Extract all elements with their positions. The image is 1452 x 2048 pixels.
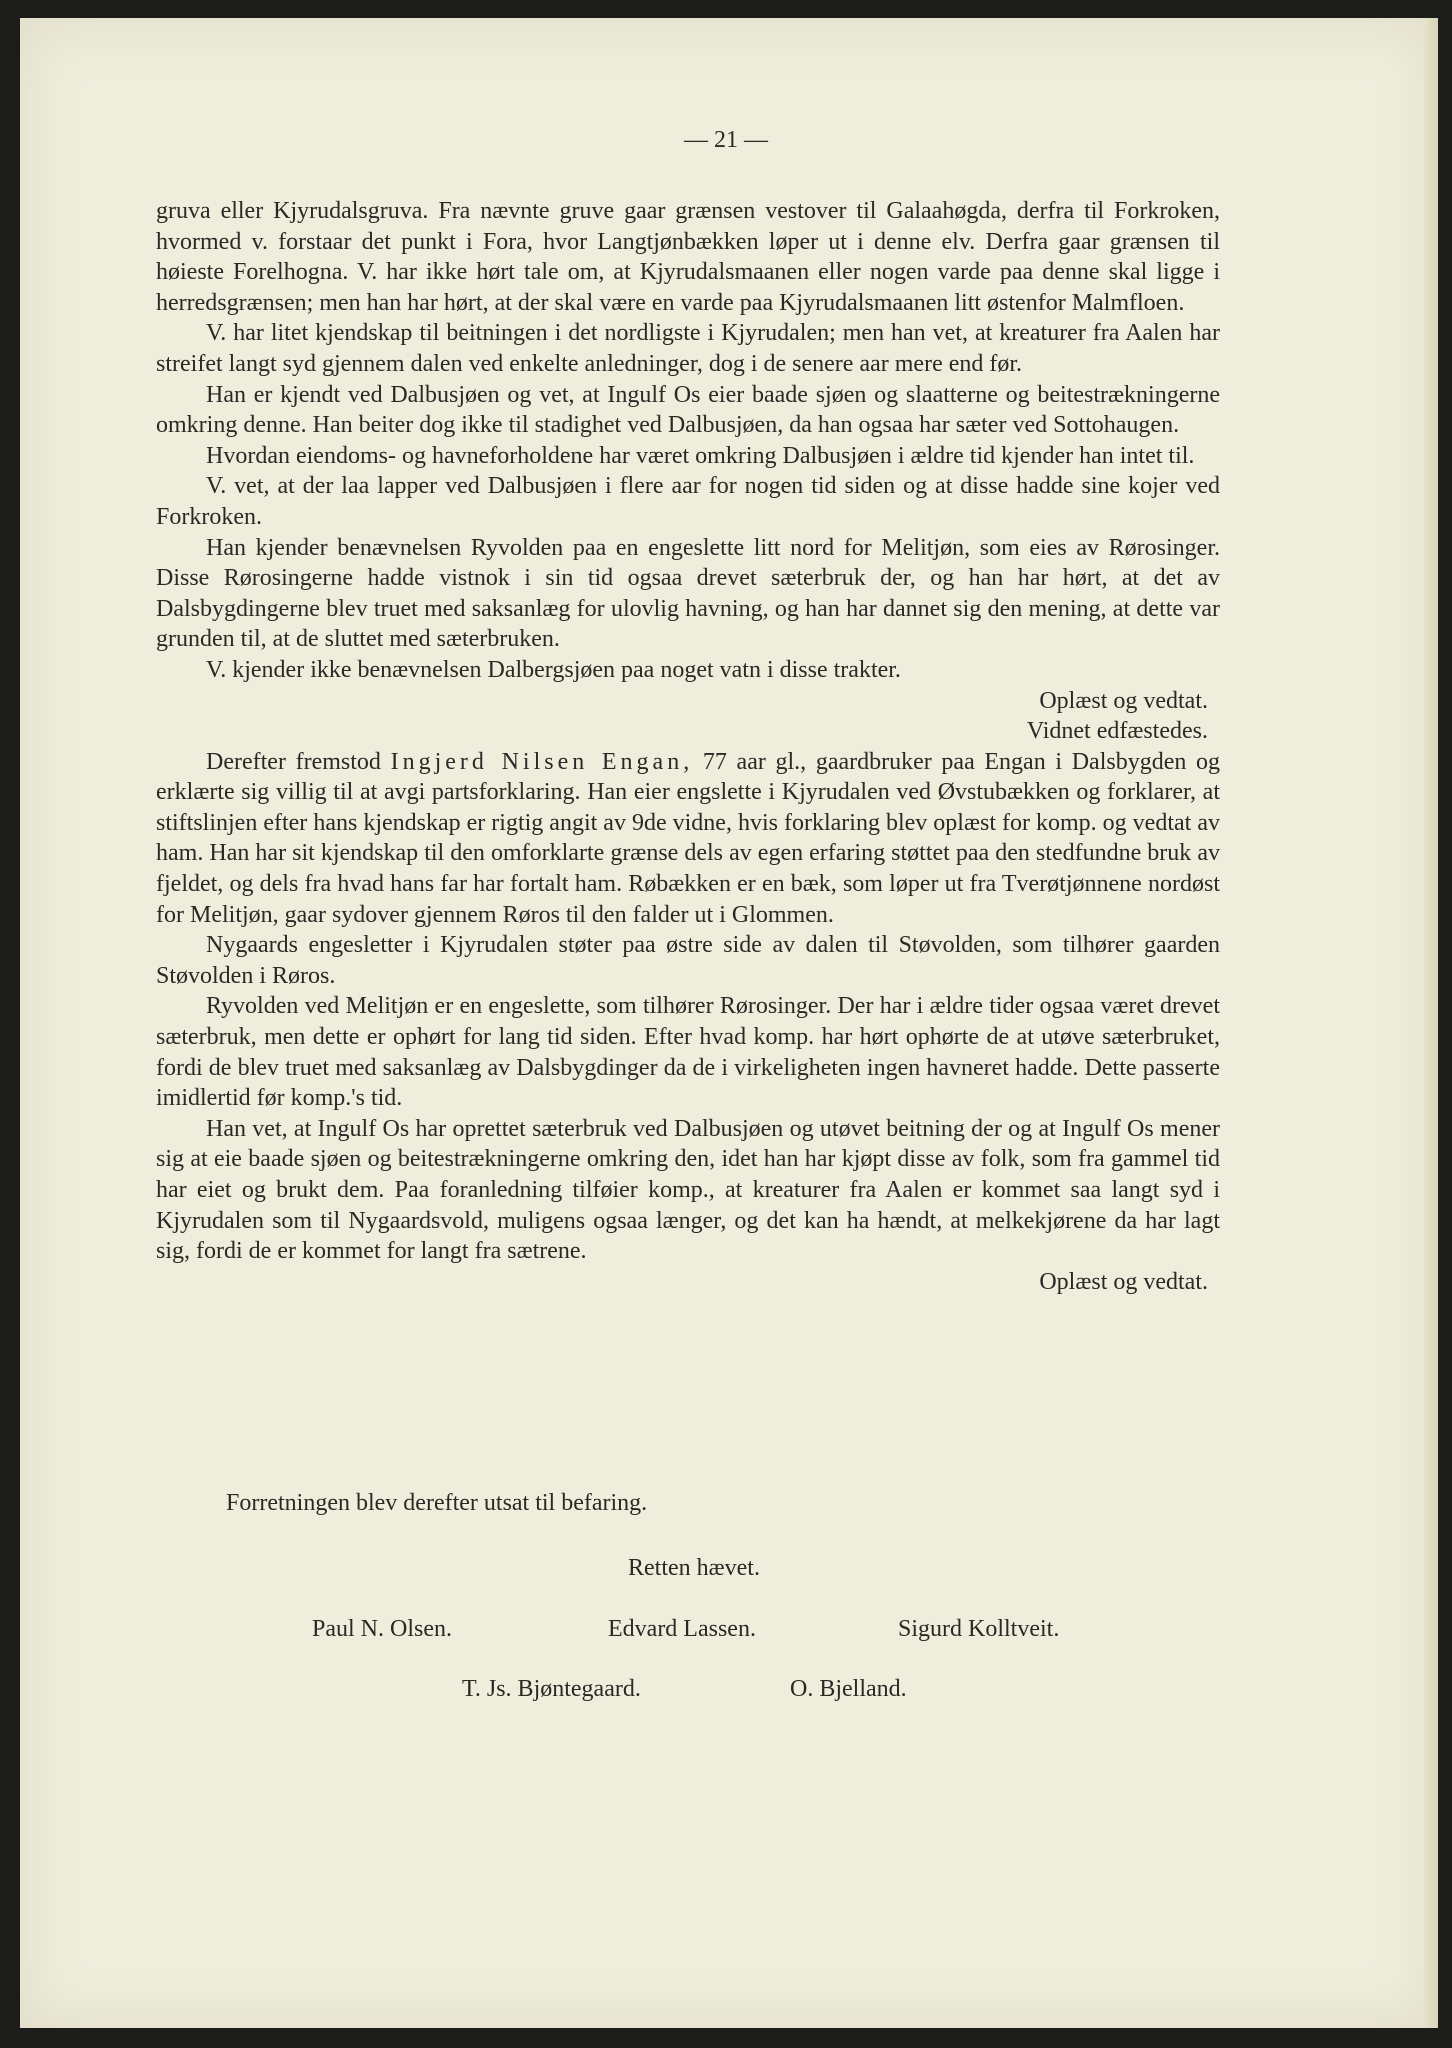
postponed-note: Forretningen blev derefter utsat til befaring.	[226, 1490, 648, 1516]
paragraph: Han vet, at Ingulf Os har oprettet sæterbruk ved Dalbusjøen og utøvet beitning der og at Ingulf Os mener sig at eie baade sjøen og beitestrækningerne omkring den, idet han har kjøpt disse av folk, som fra gammel tid har eiet og brukt dem. Paa foranledning tilføier komp., at kreaturer fra Aalen er kommet saa langt syd i Kjyrudalen som til Nygaardsvold, muligens ogsaa længer, og det kan ha hændt, at melkekjørene da har lagt sig, fordi de er kommet for langt fra sætrene.	[156, 1115, 1220, 1265]
witness-paragraph	[156, 747, 1220, 931]
witness-name: Ingjerd Nilsen Engan,	[390, 748, 694, 775]
read-approved-note: Oplæst og vedtat.	[1039, 1268, 1208, 1295]
page-number: — 21 —	[684, 127, 768, 153]
body-text	[156, 196, 1220, 1297]
paragraph: Nygaards engesletter i Kjyrudalen støter paa østre side av dalen til Støvolden, som tilhører gaarden Støvolden i Røros.	[156, 932, 1220, 989]
witness-statement: 77 aar gl., gaardbruker paa Engan i Dalsbygden og erklærte sig villig til at avgi partsforklaring. Han eier engslette i Kjyrudalen ved Øvstubækken og forklarer, at stiftslinjen efter hans kjendskap er rigtig angit av 9de vidne, hvis forklaring blev oplæst for komp. og vedtat av ham. Han har sit kjendskap til den omforklarte grænse dels av egen erfaring støttet paa den stedfundne bruk av fjeldet, og dels fra hvad hans far har fortalt ham. Røbækken er en bæk, som løper ut fra Tverøtjønnene nordøst for Melitjøn, gaar sydover gjennem Røros til den falder ut i Glommen.	[156, 748, 1221, 928]
paragraph: V. vet, at der laa lapper ved Dalbusjøen i flere aar for nogen tid siden og at disse hadde sine kojer ved Forkroken.	[156, 473, 1220, 530]
witness-sworn-note: Vidnet edfæstedes.	[1026, 718, 1208, 745]
page-edge	[1424, 18, 1438, 2028]
paragraph: Han kjender benævnelsen Ryvolden paa en engeslette litt nord for Melitjøn, som eies av Rørosinger. Disse Rørosingerne hadde vistnok i sin tid ogsaa drevet sæterbruk der, og han har hørt, at det av Dalsbygdingerne blev truet med saksanlæg for ulovlig havning, og han har dannet sig den mening, at dette var grunden til, at de sluttet med sæterbruken.	[156, 534, 1220, 653]
paragraph: Hvordan eiendoms- og havneforholdene har været omkring Dalbusjøen i ældre tid kjender han intet til.	[206, 442, 1195, 469]
read-approved-note: Oplæst og vedtat.	[1039, 687, 1208, 714]
paragraph: Han er kjendt ved Dalbusjøen og vet, at Ingulf Os eier baade sjøen og slaatterne og beitestrækningerne omkring denne. Han beiter dog ikke til stadighet ved Dalbusjøen, da han ogsaa har sæter ved Sottohaugen.	[156, 381, 1220, 439]
signature: T. Js. Bjøntegaard.	[462, 1676, 641, 1702]
court-adjourned: Retten hævet.	[628, 1555, 760, 1581]
paragraph: gruva eller Kjyrudalsgruva. Fra nævnte gruve gaar grænsen vestover til Galaahøgda, derfra til Forkroken, hvormed v. forstaar det punkt i Fora, hvor Langtjønbækken løper ut i denne elv. Derfra gaar grænsen til høieste Forelhogna. V. har ikke hørt tale om, at Kjyrudalsmaanen eller nogen varde paa denne skal ligge i herredsgrænsen; men han har hørt, at der skal være en varde paa Kjyrudalsmaanen litt østenfor Malmfloen.	[156, 198, 1220, 316]
signature: Sigurd Kolltveit.	[898, 1616, 1060, 1642]
paragraph: Ryvolden ved Melitjøn er en engeslette, som tilhører Rørosinger. Der har i ældre tider ogsaa været drevet sæterbruk, men dette er ophørt for lang tid siden. Efter hvad komp. har hørt ophørte de at utøve sæterbruket, fordi de blev truet med saksanlæg av Dalsbygdinger da de i virkeligheten ingen havneret hadde. Dette passerte imidlertid før komp.'s tid.	[156, 993, 1220, 1112]
signature: O. Bjelland.	[790, 1676, 907, 1702]
signature: Edvard Lassen.	[608, 1616, 756, 1642]
paragraph: V. kjender ikke benævnelsen Dalbergsjøen paa noget vatn i disse trakter.	[206, 656, 901, 683]
paragraph: V. har litet kjendskap til beitningen i det nordligste i Kjyrudalen; men han vet, at kreaturer fra Aalen har streifet langt syd gjennem dalen ved enkelte anledninger, dog i de senere aar mere end før.	[156, 320, 1220, 377]
signature: Paul N. Olsen.	[312, 1616, 452, 1642]
witness-intro: Derefter fremstod	[206, 748, 381, 775]
